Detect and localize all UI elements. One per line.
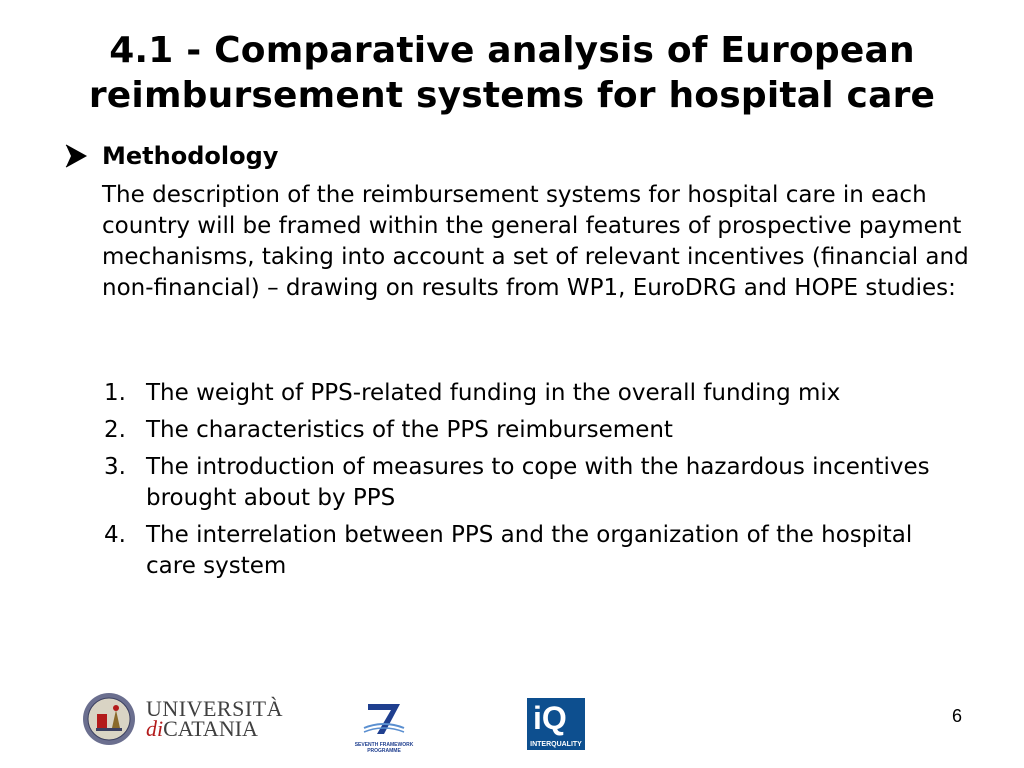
slide-title: [20, 28, 1004, 118]
methodology-description: The description of the reimbursement systems for hospital care in each country will be framed within the general features of prospective payment mechanisms, taking into account a set of relevant incentives (financial and non-financial) – drawing on results from WP1, EuroDRG and HOPE studies:: [102, 182, 969, 301]
unict-name-line-2: [146, 716, 283, 741]
list-item-text: The weight of PPS-related funding in the overall funding mix: [146, 380, 841, 406]
criteria-list: [104, 378, 944, 588]
unict-di: di: [146, 716, 164, 741]
iq-caption: INTERQUALITY: [530, 741, 582, 748]
arrow-bullet-icon: [62, 142, 90, 170]
title-line-1: 4.1 - Comparative analysis of European: [109, 30, 915, 71]
university-of-catania-logo: [82, 692, 283, 746]
methodology-heading: Methodology: [102, 142, 279, 170]
list-item-number: 2.: [104, 417, 126, 443]
title-line-2: reimbursement systems for hospital care: [88, 75, 936, 116]
list-item: [104, 415, 944, 446]
methodology-bullet: [62, 142, 278, 170]
seventh-framework-programme-logo: [354, 698, 414, 754]
fp7-caption-2: PROGRAMME: [367, 748, 401, 754]
fp7-caption-1: SEVENTH FRAMEWORK: [354, 742, 414, 748]
list-item-text: The introduction of measures to cope with the hazardous incentives brought about by PPS: [146, 454, 930, 511]
list-item-number: 3.: [104, 454, 126, 480]
list-item: [104, 378, 944, 409]
interquality-logo: [527, 698, 585, 750]
university-seal-icon: [82, 692, 136, 746]
list-item: [104, 520, 944, 582]
list-item-text: The characteristics of the PPS reimbursement: [146, 417, 673, 443]
page-number: 6: [951, 706, 962, 726]
list-item-number: 4.: [104, 522, 126, 548]
list-item-number: 1.: [104, 380, 126, 406]
iq-mark: iQ: [533, 700, 567, 736]
unict-name-line-1: UNIVERSITÀ: [146, 696, 283, 721]
unict-catania: CATANIA: [163, 716, 258, 741]
list-item: [104, 452, 944, 514]
list-item-text: The interrelation between PPS and the organization of the hospital care system: [146, 522, 913, 579]
fp7-seven-icon: [362, 698, 406, 738]
